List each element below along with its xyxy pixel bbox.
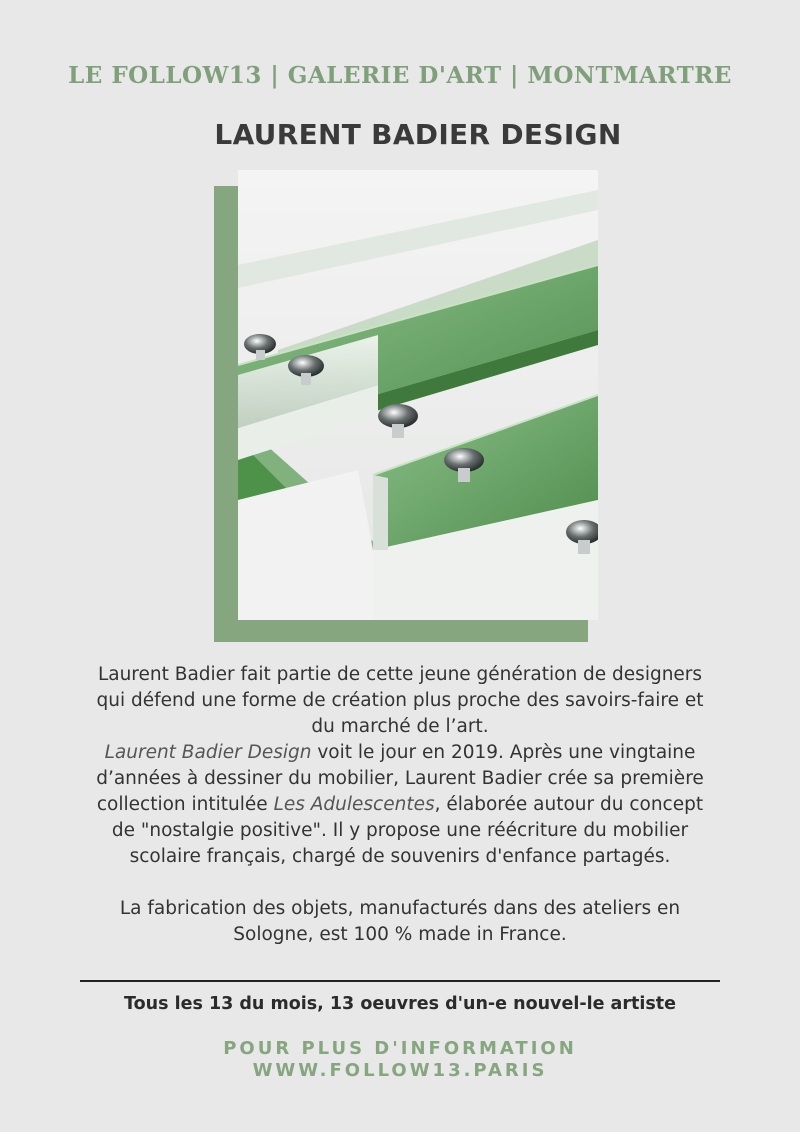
brand-name: Laurent Badier Design: [104, 742, 312, 763]
paragraph-manufacturing: La fabrication des objets, manufacturés dans des ateliers en Sologne, est 100 % made in France.: [119, 898, 681, 945]
paragraph-history: Laurent Badier Design voit le jour en 2019. Après une vingtaine d’années à dessiner du mobilier, Laurent Badier crée sa première collection intitulée Les Adulescentes, élaborée autour du concept de "nostalgie positive". Il y propose une réécriture du mobilier scolaire français, chargé de souvenirs d'enfance partagés.: [96, 742, 704, 867]
paragraph-intro: Laurent Badier fait partie de cette jeune génération de designers qui défend une forme de création plus proche des savoirs-faire et du marché de l’art.: [96, 664, 704, 737]
info-block: [0, 1038, 800, 1082]
divider: [80, 980, 720, 982]
info-label: POUR PLUS D'INFORMATION: [223, 1038, 577, 1059]
artist-description: [90, 662, 710, 948]
gallery-header: LE FOLLOW13 | GALERIE D'ART | MONTMARTRE: [68, 62, 732, 89]
page-title: LAURENT BADIER DESIGN: [214, 118, 622, 151]
collection-name: Les Adulescentes: [273, 794, 435, 815]
green-glass-furniture-illustration: [238, 170, 598, 620]
tagline: Tous les 13 du mois, 13 oeuvres d'un-e nouvel-le artiste: [123, 994, 677, 1014]
furniture-photo: [238, 170, 598, 620]
website-link[interactable]: WWW.FOLLOW13.PARIS: [252, 1060, 548, 1081]
